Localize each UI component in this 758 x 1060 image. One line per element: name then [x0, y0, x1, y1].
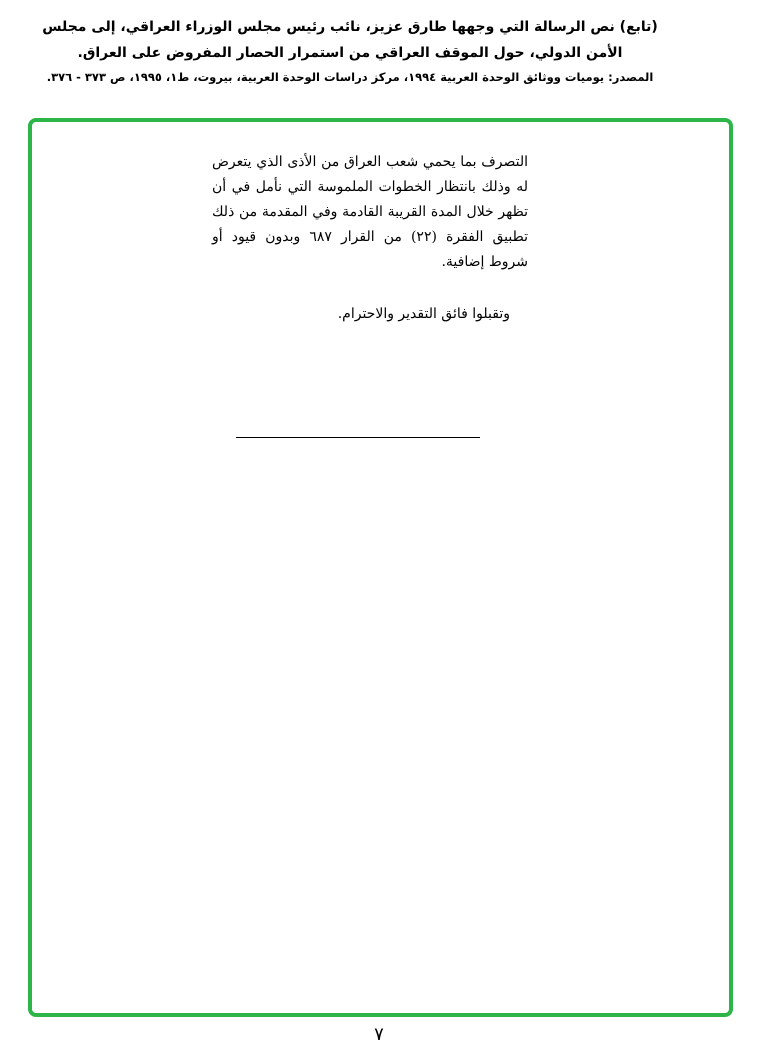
separator-line — [236, 437, 480, 438]
document-header — [30, 14, 670, 86]
letter-body-text: التصرف بما يحمي شعب العراق من الأذى الذي يتعرض له وذلك بانتظار الخطوات الملموسة التي نأمل في أن تظهر خلال المدة القريبة القادمة وفي المقدمة من ذلك تطبيق الفقرة (٢٢) من القرار ٦٨٧ وبدون قيود أو شروط إضافية. — [212, 154, 528, 270]
document-title: (تابع) نص الرسالة التي وجهها طارق عزيز، نائب رئيس مجلس الوزراء العراقي، إلى مجلس الأمن الدولي، حول الموقف العراقي من استمرار الحصار المفروض على العراق. — [42, 19, 658, 61]
letter-closing: وتقبلوا فائق التقدير والاحترام. — [337, 306, 510, 322]
source-citation: المصدر: يوميات ووثائق الوحدة العربية ١٩٩٤، مركز دراسات الوحدة العربية، بيروت، ط١، ١٩٩٥، ص ٣٧٣ - ٣٧٦. — [46, 70, 654, 84]
page-number: ٧ — [374, 1024, 384, 1045]
